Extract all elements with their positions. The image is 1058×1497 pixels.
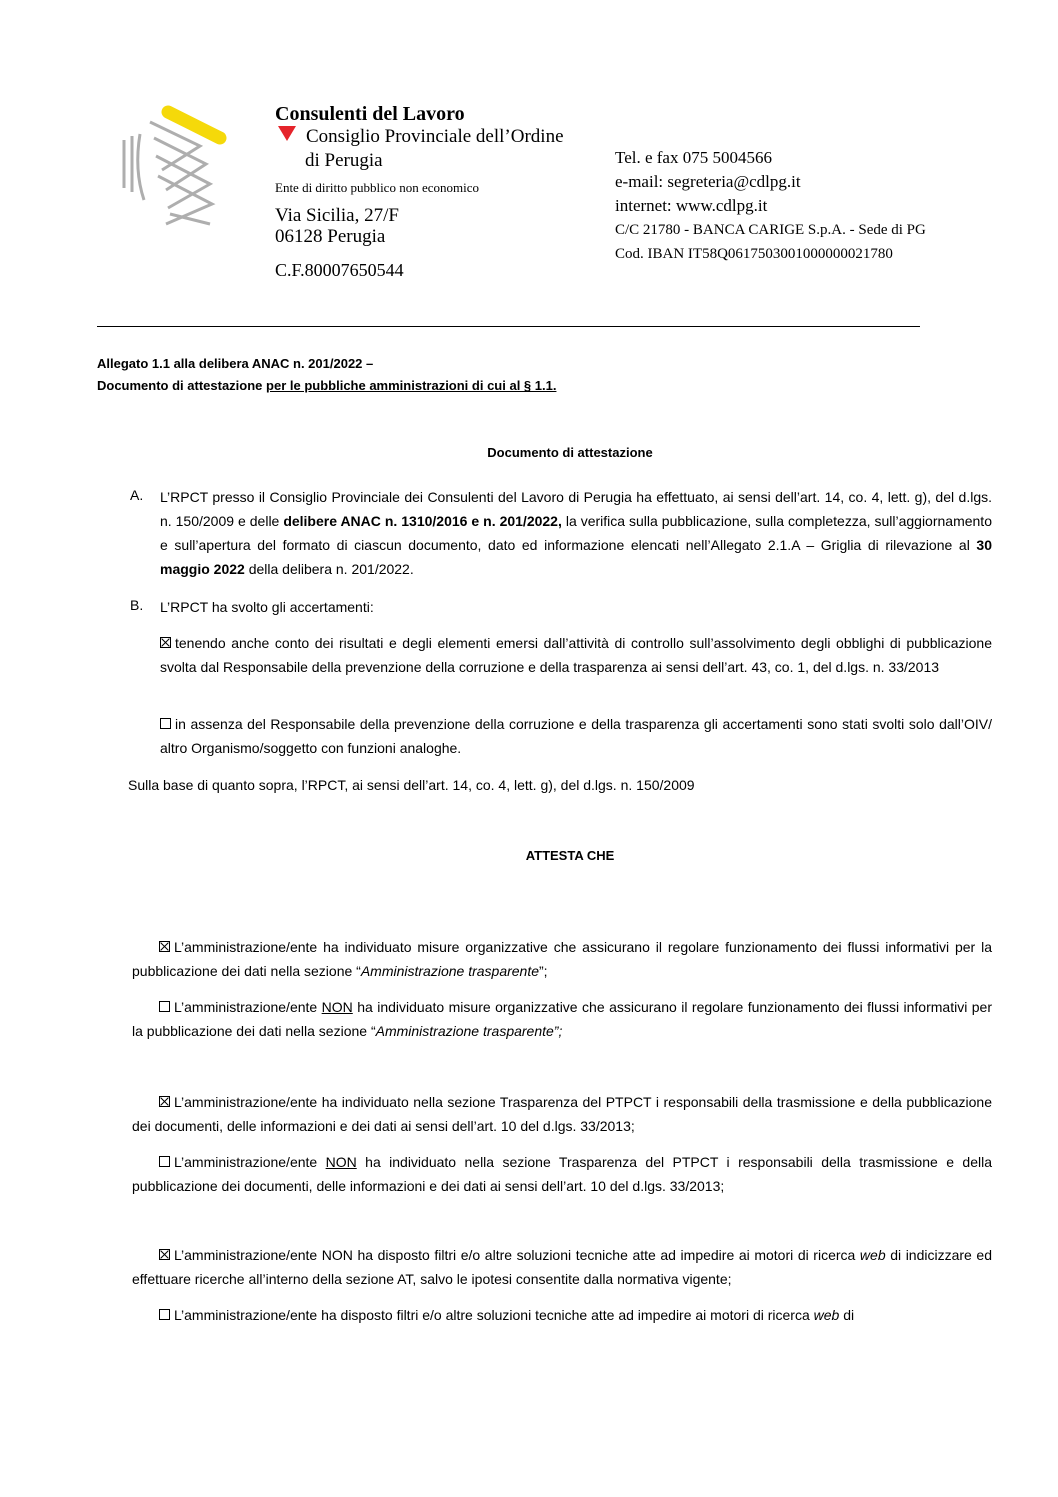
statement-6: L’amministrazione/ente ha disposto filtri e/o altre soluzioni tecniche atte ad impedire ai motori di ricerca web di	[132, 1303, 992, 1327]
city-line: di Perugia	[305, 150, 383, 171]
b-option-2: in assenza del Responsabile della prevenzione della corruzione e della trasparenza gli accertamenti sono stati svolti solo dall’OIV/ altro Organismo/soggetto con funzioni analoghe.	[160, 716, 992, 756]
fiscal-code: C.F.80007650544	[275, 260, 404, 280]
statement-4: L’amministrazione/ente NON ha individuato nella sezione Trasparenza del PTPCT i responsabili della trasmissione e della pubblicazione dei documenti, delle informazioni e dei dati ai sensi dell’art. 10 del d.lgs. 33/2013;	[132, 1154, 992, 1194]
document-title: Documento di attestazione	[487, 445, 653, 460]
checkbox-empty-icon[interactable]	[159, 1001, 170, 1012]
contact-block	[615, 146, 926, 266]
checkbox-checked-icon[interactable]	[159, 941, 170, 952]
item-b-label: B.	[130, 597, 144, 613]
ente-type: Ente di diritto pubblico non economico	[275, 180, 479, 195]
address: Via Sicilia, 27/F 06128 Perugia	[275, 205, 399, 247]
checkbox-empty-icon[interactable]	[160, 718, 171, 729]
attesta-heading: ATTESTA CHE	[525, 848, 615, 863]
council-logo	[110, 100, 230, 240]
statement-2: L’amministrazione/ente NON ha individuato misure organizzative che assicurano il regolare funzionamento dei flussi informativi per la pubblicazione dei dati nella sezione “Amministrazione trasparente”;	[132, 999, 992, 1039]
bank-account: C/C 21780 - BANCA CARIGE S.p.A. - Sede di PG	[615, 222, 926, 238]
checkbox-empty-icon[interactable]	[159, 1156, 170, 1167]
allegato-heading: Allegato 1.1 alla delibera ANAC n. 201/2022 – Documento di attestazione per le pubbliche amministrazioni di cui al § 1.1.	[97, 356, 557, 393]
phone: Tel. e fax 075 5004566	[615, 148, 772, 167]
b-option-1: tenendo anche conto dei risultati e degli elementi emersi dall’attività di controllo sull’assolvimento degli obblighi di pubblicazione svolta dal Responsabile della prevenzione della corruzione e della trasparenza ai sensi dell’art. 43, co. 1, del d.lgs. n. 33/2013	[160, 635, 992, 675]
header-divider	[97, 326, 920, 327]
iban: Cod. IBAN IT58Q0617503001000000021780	[615, 246, 893, 262]
statement-3: L’amministrazione/ente ha individuato nella sezione Trasparenza del PTPCT i responsabili della trasmissione e della pubblicazione dei documenti, delle informazioni e dei dati ai sensi dell’art. 10 del d.lgs. 33/2013;	[132, 1094, 992, 1134]
item-a-text: L’RPCT presso il Consiglio Provinciale dei Consulenti del Lavoro di Perugia ha effettuato, ai sensi dell’art. 14, co. 4, lett. g), del d.lgs. n. 150/2009 e delle delibere ANAC n. 1310/2016 e n. 201/2022, la verifica sulla pubblicazione, sulla completezza, sull’aggiornamento e sull’apertura del formato di ciascun documento, dato ed informazione elencati nell’Allegato 2.1.A – Griglia di rilevazione al 30 maggio 2022 della delibera n. 201/2022.	[160, 489, 992, 577]
checkbox-empty-icon[interactable]	[159, 1309, 170, 1320]
council-line: Consiglio Provinciale dell’Ordine	[278, 126, 564, 148]
basis-text: Sulla base di quanto sopra, l’RPCT, ai sensi dell’art. 14, co. 4, lett. g), del d.lgs. n. 150/2009	[128, 777, 695, 793]
checkbox-checked-icon[interactable]	[159, 1096, 170, 1107]
checkbox-checked-icon[interactable]	[160, 637, 171, 648]
statement-5: L’amministrazione/ente NON ha disposto filtri e/o altre soluzioni tecniche atte ad impedire ai motori di ricerca web di indicizzare ed effettuare ricerche all’interno della sezione AT, salvo le ipotesi consentite dalla normativa vigente;	[132, 1247, 992, 1287]
website: internet: www.cdlpg.it	[615, 196, 768, 215]
checkbox-checked-icon[interactable]	[159, 1249, 170, 1260]
item-b-text: L’RPCT ha svolto gli accertamenti:	[160, 599, 374, 615]
org-name: Consulenti del Lavoro	[275, 103, 465, 125]
email: e-mail: segreteria@cdlpg.it	[615, 172, 801, 191]
red-triangle-icon	[278, 126, 296, 141]
statement-1: L’amministrazione/ente ha individuato misure organizzative che assicurano il regolare funzionamento dei flussi informativi per la pubblicazione dei dati nella sezione “Amministrazione trasparente”;	[132, 939, 992, 979]
item-a-label: A.	[130, 487, 144, 503]
